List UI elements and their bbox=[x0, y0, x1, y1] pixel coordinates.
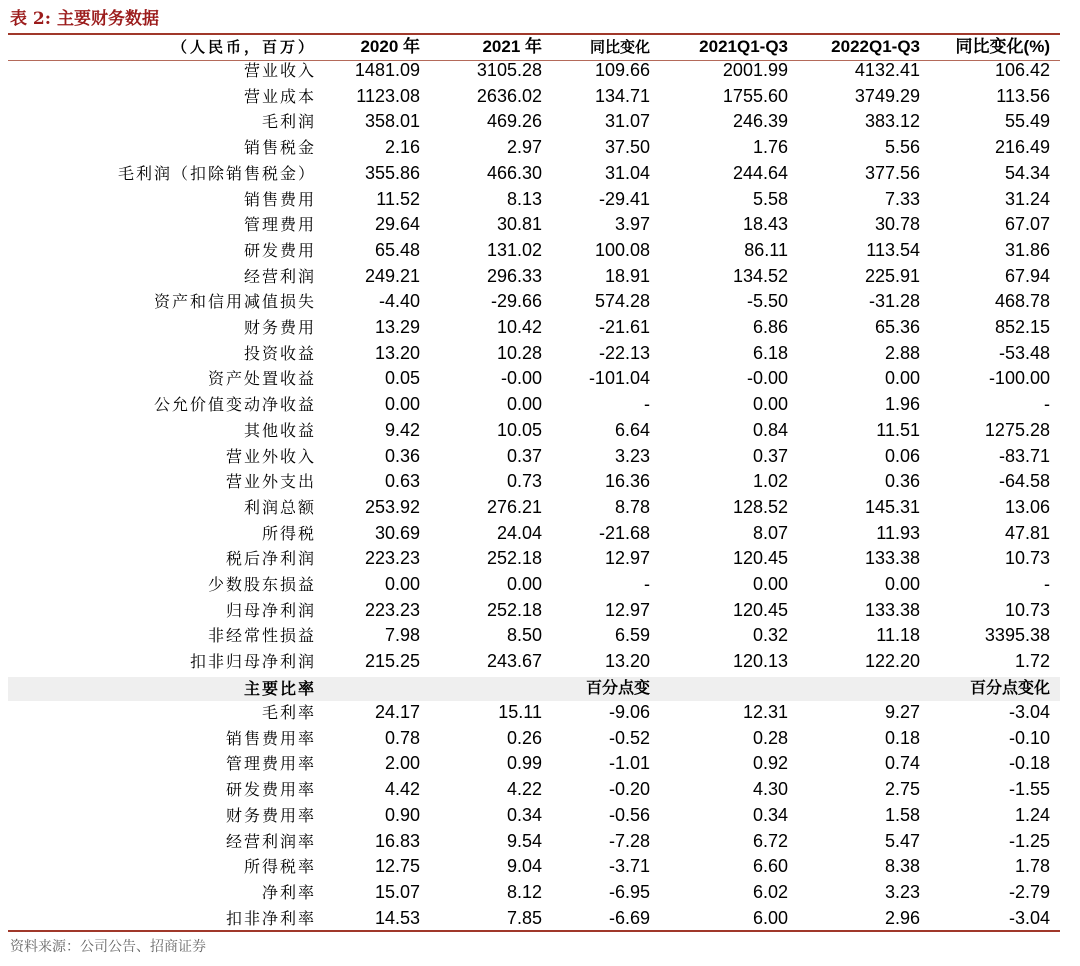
row-label: 财务费用 bbox=[243, 318, 316, 337]
table-cell: 133.38 bbox=[864, 599, 920, 620]
table-cell: 9.04 bbox=[506, 856, 542, 877]
table-cell: 1275.28 bbox=[984, 419, 1050, 440]
table-cell: 31.86 bbox=[1004, 239, 1050, 260]
row-label: 少数股东损益 bbox=[207, 575, 316, 594]
table-cell: 215.25 bbox=[364, 651, 420, 672]
table-row bbox=[8, 161, 1060, 187]
table-cell: 54.34 bbox=[1004, 162, 1050, 183]
table-row bbox=[8, 495, 1060, 521]
table-cell: 2.97 bbox=[506, 137, 542, 158]
table-cell: 106.42 bbox=[994, 60, 1050, 80]
table-cell: 18.91 bbox=[604, 265, 650, 286]
table-cell: 6.64 bbox=[614, 419, 650, 440]
table-cell: 145.31 bbox=[864, 496, 920, 517]
table-row bbox=[8, 84, 1060, 110]
table-cell: 7.33 bbox=[884, 188, 920, 209]
section-label: 主要比率 bbox=[243, 679, 316, 698]
table-row bbox=[8, 289, 1060, 315]
table-row bbox=[8, 546, 1060, 572]
table-cell: 252.18 bbox=[486, 548, 542, 569]
row-label: 利润总额 bbox=[243, 497, 316, 517]
table-cell: 252.18 bbox=[486, 599, 542, 620]
table-cell: 0.05 bbox=[384, 368, 420, 389]
table-row bbox=[8, 572, 1060, 598]
table-cell: 65.48 bbox=[374, 239, 420, 260]
table-cell: 2001.99 bbox=[722, 60, 788, 80]
section-change-label: 百分点变 bbox=[585, 680, 650, 697]
table-cell: 15.11 bbox=[498, 702, 542, 722]
table-cell: 355.86 bbox=[364, 162, 420, 183]
table-cell: 16.83 bbox=[374, 830, 420, 851]
table-cell: 1.78 bbox=[1014, 856, 1050, 877]
table-cell: 383.12 bbox=[864, 111, 920, 132]
table-cell: 377.56 bbox=[864, 162, 920, 183]
source-note: 资料来源：公司公告、招商证券 bbox=[10, 939, 206, 955]
row-label: 毛利率 bbox=[261, 703, 316, 722]
table-cell: 13.20 bbox=[374, 342, 420, 363]
table-cell: 2.88 bbox=[884, 342, 920, 363]
table-cell: 113.54 bbox=[866, 239, 920, 260]
header-2021: 2021 年 bbox=[482, 37, 542, 56]
table-cell: 11.51 bbox=[876, 419, 920, 440]
table-cell: 120.45 bbox=[732, 548, 788, 569]
table-cell: -4.40 bbox=[378, 291, 420, 312]
table-cell: 2.75 bbox=[884, 779, 920, 800]
table-cell: 7.85 bbox=[506, 907, 542, 928]
table-row bbox=[8, 187, 1060, 213]
ratio-section-header bbox=[8, 677, 1060, 701]
table-row bbox=[8, 392, 1060, 418]
table-cell: 11.52 bbox=[376, 188, 420, 209]
table-cell: 244.64 bbox=[732, 162, 788, 183]
table-cell: 0.00 bbox=[384, 574, 420, 594]
row-label: 研发费用 bbox=[243, 240, 316, 260]
table-cell: 0.73 bbox=[506, 471, 542, 492]
top-rule bbox=[8, 33, 1060, 35]
table-cell: 253.92 bbox=[364, 496, 420, 517]
table-cell: 0.28 bbox=[752, 727, 788, 748]
table-cell: 243.67 bbox=[486, 651, 542, 672]
row-label: 毛利润（扣除销售税金） bbox=[117, 163, 316, 183]
table-cell: 852.15 bbox=[994, 317, 1050, 337]
table-cell: 223.23 bbox=[364, 548, 420, 569]
header-unit: （人民币，百万） bbox=[171, 38, 316, 56]
table-cell: 358.01 bbox=[364, 111, 420, 132]
table-cell: 5.58 bbox=[752, 188, 788, 209]
table-cell: 14.53 bbox=[374, 907, 420, 928]
table-cell: 120.13 bbox=[732, 651, 788, 672]
row-label: 研发费用率 bbox=[225, 780, 316, 800]
table-cell: -101.04 bbox=[588, 368, 650, 389]
table-cell: 0.00 bbox=[506, 394, 542, 415]
table-cell: -31.28 bbox=[868, 291, 920, 312]
row-label: 营业成本 bbox=[243, 86, 316, 106]
table-cell: 0.00 bbox=[884, 574, 920, 594]
table-cell: 0.74 bbox=[884, 753, 920, 774]
table-cell: 31.04 bbox=[604, 162, 650, 183]
table-cell: 1481.09 bbox=[354, 60, 420, 80]
table-cell: -6.69 bbox=[608, 907, 650, 928]
table-cell: 109.66 bbox=[594, 60, 650, 80]
table-cell: -83.71 bbox=[998, 445, 1050, 466]
table-cell: 67.07 bbox=[1004, 214, 1050, 235]
table-cell: 216.49 bbox=[994, 137, 1050, 158]
table-cell: 86.11 bbox=[744, 239, 788, 260]
header-2022q1q3: 2022Q1-Q3 bbox=[831, 37, 920, 56]
table-row bbox=[8, 700, 1060, 726]
table-cell: 1.58 bbox=[884, 804, 920, 825]
table-cell: - bbox=[644, 574, 650, 594]
table-cell: 0.00 bbox=[752, 394, 788, 415]
table-row bbox=[8, 623, 1060, 649]
table-cell: 10.73 bbox=[1004, 599, 1050, 620]
table-cell: -1.55 bbox=[1008, 779, 1050, 800]
table-cell: -0.00 bbox=[500, 368, 542, 389]
table-cell: - bbox=[644, 394, 650, 415]
table-cell: 10.42 bbox=[496, 317, 542, 337]
table-cell: 2636.02 bbox=[476, 85, 542, 106]
row-label: 资产处置收益 bbox=[207, 369, 316, 389]
row-label: 税后净利润 bbox=[225, 549, 316, 569]
table-cell: 11.93 bbox=[876, 522, 920, 543]
table-row bbox=[8, 726, 1060, 752]
table-cell: 122.20 bbox=[864, 651, 920, 672]
row-label: 营业外支出 bbox=[225, 472, 316, 492]
table-cell: 6.72 bbox=[752, 830, 788, 851]
table-cell: 6.59 bbox=[614, 625, 650, 646]
table-cell: 10.73 bbox=[1004, 548, 1050, 569]
table-cell: -6.95 bbox=[608, 881, 650, 902]
row-label: 毛利润 bbox=[261, 112, 316, 132]
table-row bbox=[8, 829, 1060, 855]
table-cell: 0.63 bbox=[384, 471, 420, 492]
table-cell: 574.28 bbox=[594, 291, 650, 312]
table-cell: 30.69 bbox=[374, 522, 420, 543]
table-cell: 3.97 bbox=[614, 214, 650, 235]
table-cell: -100.00 bbox=[988, 368, 1050, 389]
table-cell: 0.06 bbox=[884, 445, 920, 466]
table-cell: 3395.38 bbox=[984, 625, 1050, 646]
section-change-pct-label: 百分点变化 bbox=[969, 680, 1050, 697]
table-cell: 3.23 bbox=[614, 445, 650, 466]
table-row bbox=[8, 777, 1060, 803]
table-cell: 134.71 bbox=[594, 85, 650, 106]
table-cell: 134.52 bbox=[732, 265, 788, 286]
row-label: 净利率 bbox=[261, 882, 316, 902]
table-cell: 4.22 bbox=[506, 779, 542, 800]
table-cell: 11.18 bbox=[876, 625, 920, 646]
table-row bbox=[8, 521, 1060, 547]
table-cell: 120.45 bbox=[732, 599, 788, 620]
row-label: 扣非归母净利润 bbox=[189, 652, 316, 672]
table-cell: 12.75 bbox=[374, 856, 420, 877]
table-row bbox=[8, 444, 1060, 470]
table-cell: 2.96 bbox=[884, 907, 920, 928]
table-cell: -2.79 bbox=[1008, 881, 1050, 902]
table-row bbox=[8, 880, 1060, 906]
table-cell: 4132.41 bbox=[854, 60, 920, 80]
header-2021q1q3: 2021Q1-Q3 bbox=[699, 37, 788, 56]
table-cell: 6.02 bbox=[752, 881, 788, 902]
header-yoy-pct: 同比变化(%) bbox=[955, 37, 1050, 56]
table-cell: 0.00 bbox=[384, 394, 420, 415]
table-cell: 8.13 bbox=[506, 188, 542, 209]
table-row bbox=[8, 469, 1060, 495]
table-row bbox=[8, 58, 1060, 84]
table-cell: 100.08 bbox=[594, 239, 650, 260]
table-cell: 24.17 bbox=[374, 702, 420, 722]
table-cell: 0.34 bbox=[506, 804, 542, 825]
table-cell: 276.21 bbox=[486, 496, 542, 517]
table-cell: 9.27 bbox=[884, 702, 920, 722]
table-cell: 0.37 bbox=[752, 445, 788, 466]
table-row bbox=[8, 854, 1060, 880]
table-cell: 0.32 bbox=[752, 625, 788, 646]
table-cell: 1.96 bbox=[884, 394, 920, 415]
table-cell: 24.04 bbox=[496, 522, 542, 543]
table-cell: 296.33 bbox=[486, 265, 542, 286]
table-cell: 5.47 bbox=[884, 830, 920, 851]
table-cell: 0.34 bbox=[752, 804, 788, 825]
table-cell: 13.06 bbox=[1004, 496, 1050, 517]
table-cell: 15.07 bbox=[374, 881, 420, 902]
table-row bbox=[8, 649, 1060, 675]
table-cell: -0.10 bbox=[1008, 727, 1050, 748]
table-cell: 0.00 bbox=[752, 574, 788, 594]
table-cell: - bbox=[1044, 394, 1050, 415]
table-cell: 65.36 bbox=[874, 317, 920, 337]
row-label: 管理费用率 bbox=[225, 754, 316, 774]
table-cell: 1.24 bbox=[1014, 804, 1050, 825]
table-cell: 223.23 bbox=[364, 599, 420, 620]
table-row bbox=[8, 238, 1060, 264]
row-label: 扣非净利率 bbox=[225, 908, 316, 928]
table-cell: 0.99 bbox=[506, 753, 542, 774]
table-cell: 6.00 bbox=[752, 907, 788, 928]
row-label: 非经常性损益 bbox=[207, 626, 316, 646]
table-cell: 13.20 bbox=[604, 651, 650, 672]
table-row bbox=[8, 751, 1060, 777]
table-cell: 4.42 bbox=[384, 779, 420, 800]
table-cell: -7.28 bbox=[608, 830, 650, 851]
header-2020: 2020 年 bbox=[360, 37, 420, 56]
table-cell: 0.84 bbox=[752, 419, 788, 440]
table-cell: -0.56 bbox=[608, 804, 650, 825]
table-cell: 16.36 bbox=[604, 471, 650, 492]
table-cell: 133.38 bbox=[864, 548, 920, 569]
table-cell: 0.90 bbox=[384, 804, 420, 825]
table-cell: 0.92 bbox=[752, 753, 788, 774]
row-label: 其他收益 bbox=[243, 420, 316, 440]
table-cell: 0.36 bbox=[384, 445, 420, 466]
table-cell: 3.23 bbox=[884, 881, 920, 902]
table-cell: -29.41 bbox=[598, 188, 650, 209]
table-cell: 0.37 bbox=[506, 445, 542, 466]
table-cell: 1.76 bbox=[752, 137, 788, 158]
table-cell: 0.26 bbox=[506, 727, 542, 748]
table-cell: 5.56 bbox=[884, 137, 920, 158]
table-cell: -22.13 bbox=[598, 342, 650, 363]
table-row bbox=[8, 109, 1060, 135]
table-cell: 8.50 bbox=[506, 625, 542, 646]
table-cell: 6.60 bbox=[752, 856, 788, 877]
row-label: 公允价值变动净收益 bbox=[153, 395, 316, 415]
table-row bbox=[8, 803, 1060, 829]
table-cell: -21.68 bbox=[598, 522, 650, 543]
table-cell: 67.94 bbox=[1004, 265, 1050, 286]
table-row bbox=[8, 598, 1060, 624]
row-label: 所得税率 bbox=[243, 857, 316, 877]
table-cell: 12.97 bbox=[604, 599, 650, 620]
table-cell: -5.50 bbox=[746, 291, 788, 312]
row-label: 投资收益 bbox=[243, 343, 316, 363]
table-cell: 0.18 bbox=[884, 727, 920, 748]
bottom-rule bbox=[8, 930, 1060, 932]
row-label: 经营利润 bbox=[243, 266, 316, 286]
row-label: 归母净利润 bbox=[225, 600, 316, 620]
table-cell: 1755.60 bbox=[722, 85, 788, 106]
table-cell: 6.18 bbox=[752, 342, 788, 363]
table-cell: 3105.28 bbox=[476, 60, 542, 80]
table-cell: -9.06 bbox=[608, 702, 650, 722]
table-cell: 8.12 bbox=[506, 881, 542, 902]
table-cell: -64.58 bbox=[998, 471, 1050, 492]
table-cell: 12.31 bbox=[742, 702, 788, 722]
row-label: 销售费用 bbox=[243, 189, 316, 209]
table-cell: - bbox=[1044, 574, 1050, 594]
table-cell: 131.02 bbox=[486, 239, 542, 260]
row-label: 所得税 bbox=[261, 523, 316, 543]
table-cell: 31.07 bbox=[604, 111, 650, 132]
table-cell: 6.86 bbox=[752, 317, 788, 337]
table-row bbox=[8, 418, 1060, 444]
table-cell: 1123.08 bbox=[356, 85, 420, 106]
table-cell: 10.05 bbox=[496, 419, 542, 440]
table-cell: 8.07 bbox=[752, 522, 788, 543]
table-row bbox=[8, 906, 1060, 932]
table-row bbox=[8, 212, 1060, 238]
table-cell: 7.98 bbox=[384, 625, 420, 646]
table-cell: -3.71 bbox=[608, 856, 650, 877]
table-cell: 2.00 bbox=[384, 753, 420, 774]
table-cell: 469.26 bbox=[486, 111, 542, 132]
table-cell: 4.30 bbox=[752, 779, 788, 800]
table-cell: 55.49 bbox=[1004, 111, 1050, 132]
table-cell: 2.16 bbox=[384, 137, 420, 158]
table-cell: 30.78 bbox=[874, 214, 920, 235]
table-cell: 128.52 bbox=[732, 496, 788, 517]
table-row bbox=[8, 341, 1060, 367]
table-cell: 9.54 bbox=[506, 830, 542, 851]
table-cell: 466.30 bbox=[486, 162, 542, 183]
table-cell: -29.66 bbox=[490, 291, 542, 312]
table-cell: -0.52 bbox=[608, 727, 650, 748]
table-cell: 12.97 bbox=[604, 548, 650, 569]
table-cell: 3749.29 bbox=[854, 85, 920, 106]
table-cell: -0.18 bbox=[1008, 753, 1050, 774]
table-cell: 13.29 bbox=[374, 317, 420, 337]
table-cell: -0.00 bbox=[746, 368, 788, 389]
table-cell: 37.50 bbox=[604, 137, 650, 158]
table-cell: 1.02 bbox=[752, 471, 788, 492]
table-cell: -0.20 bbox=[608, 779, 650, 800]
table-row bbox=[8, 264, 1060, 290]
row-label: 管理费用 bbox=[243, 215, 316, 235]
table-cell: 0.36 bbox=[884, 471, 920, 492]
table-cell: -53.48 bbox=[998, 342, 1050, 363]
table-cell: 18.43 bbox=[742, 214, 788, 235]
table-cell: -3.04 bbox=[1008, 907, 1050, 928]
table-cell: 246.39 bbox=[732, 111, 788, 132]
table-cell: -3.04 bbox=[1008, 702, 1050, 722]
table-cell: 249.21 bbox=[364, 265, 420, 286]
row-label: 营业外收入 bbox=[225, 446, 316, 466]
table-cell: 0.00 bbox=[506, 574, 542, 594]
row-label: 销售费用率 bbox=[225, 728, 316, 748]
table-title: 表 2: 主要财务数据 bbox=[10, 9, 159, 29]
row-label: 经营利润率 bbox=[225, 831, 316, 851]
table-row bbox=[8, 315, 1060, 341]
table-cell: 8.38 bbox=[884, 856, 920, 877]
header-yoy: 同比变化 bbox=[589, 38, 650, 56]
table-row bbox=[8, 135, 1060, 161]
table-cell: 225.91 bbox=[864, 265, 920, 286]
row-label: 财务费用率 bbox=[225, 805, 316, 825]
table-cell: 1.72 bbox=[1014, 651, 1050, 672]
table-cell: 31.24 bbox=[1004, 188, 1050, 209]
table-cell: 468.78 bbox=[994, 291, 1050, 312]
table-cell: 10.28 bbox=[496, 342, 542, 363]
table-cell: 0.00 bbox=[884, 368, 920, 389]
table-cell: 9.42 bbox=[384, 419, 420, 440]
table-cell: 0.78 bbox=[384, 727, 420, 748]
row-label: 销售税金 bbox=[243, 138, 316, 158]
table-cell: 47.81 bbox=[1004, 522, 1050, 543]
table-cell: -1.25 bbox=[1008, 830, 1050, 851]
row-label: 资产和信用减值损失 bbox=[153, 292, 316, 312]
row-label: 营业收入 bbox=[243, 61, 316, 80]
table-cell: -21.61 bbox=[598, 317, 650, 337]
table-cell: 8.78 bbox=[614, 496, 650, 517]
table-cell: 29.64 bbox=[374, 214, 420, 235]
table-cell: 30.81 bbox=[496, 214, 542, 235]
table-cell: -1.01 bbox=[608, 753, 650, 774]
table-cell: 113.56 bbox=[996, 85, 1050, 106]
table-row bbox=[8, 366, 1060, 392]
